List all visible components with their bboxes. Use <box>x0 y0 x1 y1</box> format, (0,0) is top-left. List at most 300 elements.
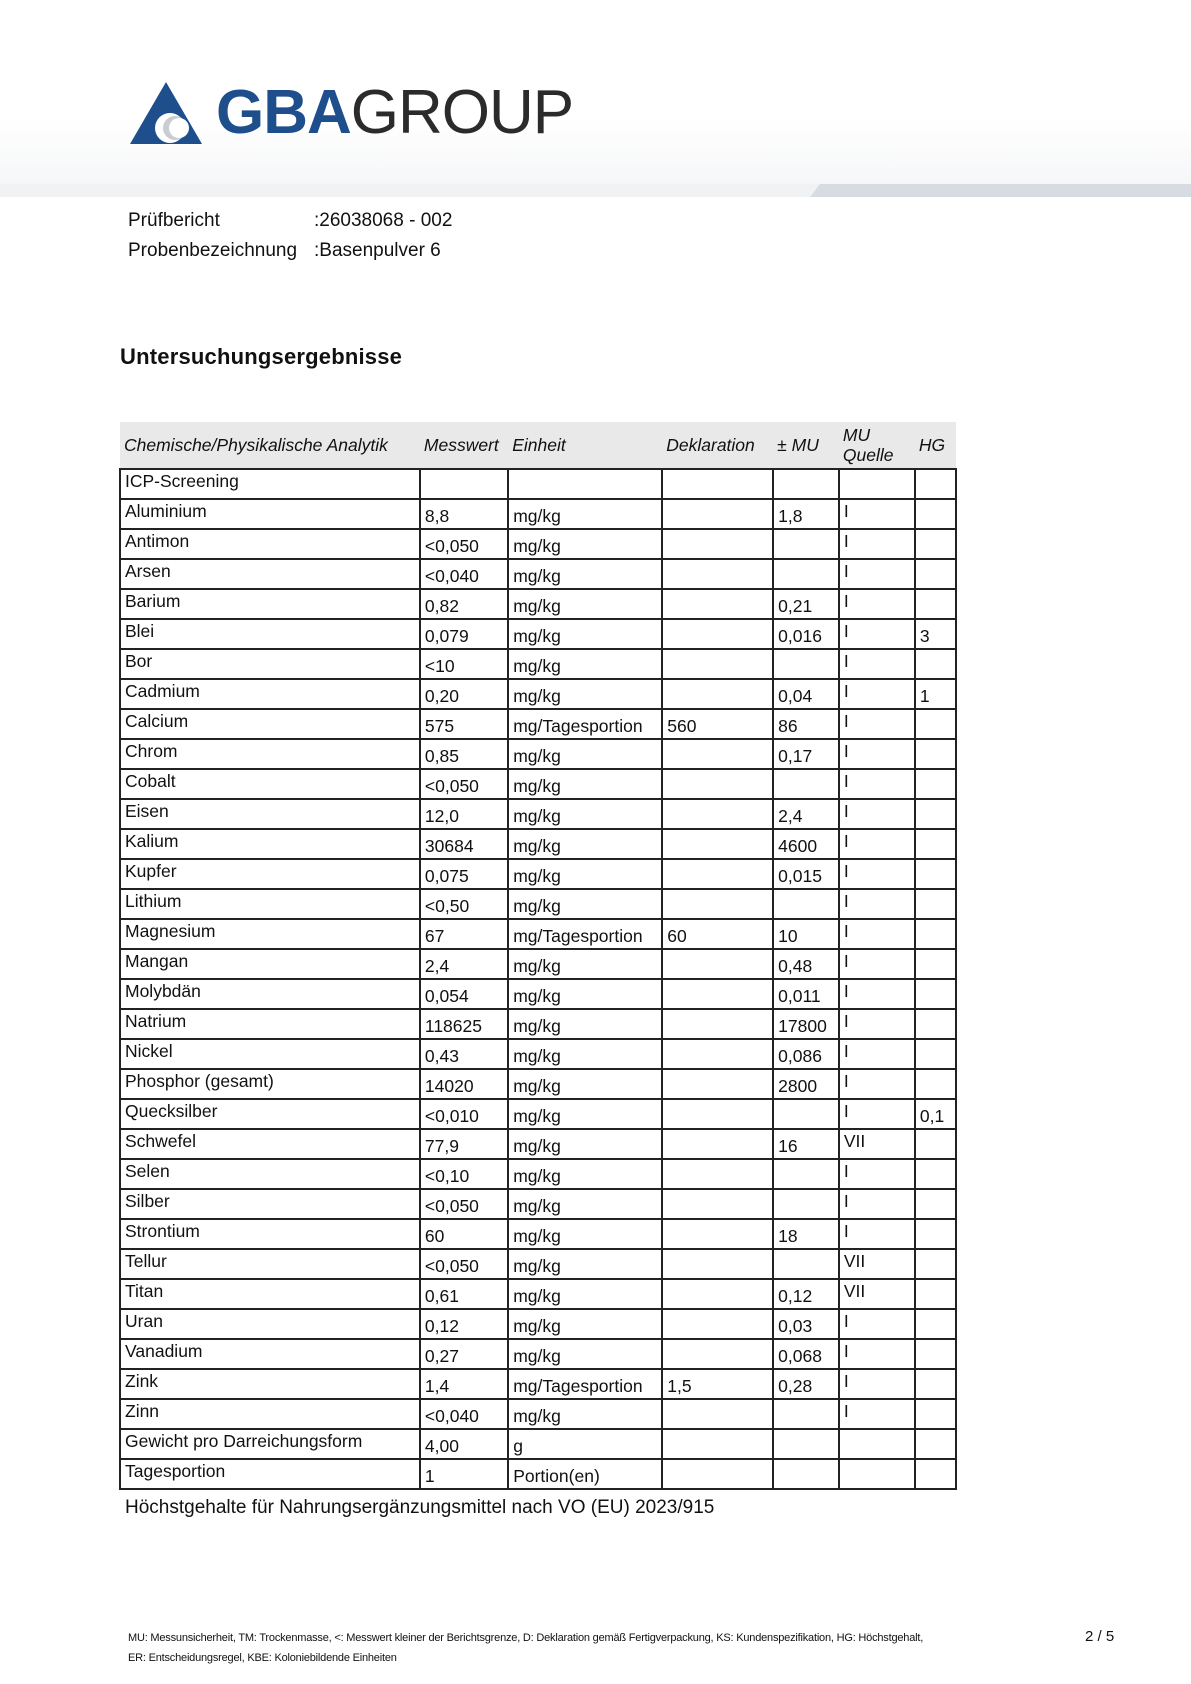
cell-analytik: Bor <box>120 649 420 679</box>
cell-einheit: mg/Tagesportion <box>508 1369 662 1399</box>
cell-messwert: <0,50 <box>420 889 508 919</box>
cell-messwert: 60 <box>420 1219 508 1249</box>
cell-messwert: 1,4 <box>420 1369 508 1399</box>
cell-mu-quelle: I <box>839 679 915 709</box>
cell-hg <box>915 529 956 559</box>
cell-mu-quelle: I <box>839 1219 915 1249</box>
cell-mu <box>773 889 839 919</box>
cell-deklaration <box>662 1309 773 1339</box>
table-row <box>120 499 956 529</box>
cell-mu <box>773 559 839 589</box>
table-row <box>120 1099 956 1129</box>
cell-mu: 0,21 <box>773 589 839 619</box>
cell-mu-quelle: I <box>839 739 915 769</box>
table-row <box>120 1459 956 1489</box>
cell-analytik: Arsen <box>120 559 420 589</box>
cell-mu: 0,48 <box>773 949 839 979</box>
cell-einheit: mg/kg <box>508 589 662 619</box>
cell-messwert: 0,61 <box>420 1279 508 1309</box>
table-row <box>120 679 956 709</box>
cell-einheit: mg/kg <box>508 1219 662 1249</box>
cell-deklaration <box>662 1069 773 1099</box>
cell-mu: 18 <box>773 1219 839 1249</box>
cell-hg <box>915 1069 956 1099</box>
cell-deklaration <box>662 829 773 859</box>
cell-mu: 17800 <box>773 1009 839 1039</box>
header-messwert: Messwert <box>420 422 508 469</box>
cell-mu: 0,015 <box>773 859 839 889</box>
table-row <box>120 859 956 889</box>
cell-hg <box>915 649 956 679</box>
table-row <box>120 619 956 649</box>
table-row <box>120 949 956 979</box>
header-deklaration: Deklaration <box>662 422 773 469</box>
cell-mu-quelle: VII <box>839 1249 915 1279</box>
cell-hg <box>915 859 956 889</box>
cell-mu-quelle: I <box>839 919 915 949</box>
cell-deklaration <box>662 1219 773 1249</box>
cell-hg <box>915 1369 956 1399</box>
cell-mu-quelle: I <box>839 709 915 739</box>
cell-hg <box>915 1249 956 1279</box>
sample-name-value: :Basenpulver 6 <box>314 240 441 261</box>
cell-hg <box>915 769 956 799</box>
cell-analytik: Mangan <box>120 949 420 979</box>
cell-messwert: 0,075 <box>420 859 508 889</box>
table-row <box>120 1249 956 1279</box>
cell-deklaration: 560 <box>662 709 773 739</box>
cell-einheit: mg/Tagesportion <box>508 709 662 739</box>
cell-deklaration <box>662 1009 773 1039</box>
cell-mu-quelle: VII <box>839 1279 915 1309</box>
table-row <box>120 709 956 739</box>
cell-deklaration <box>662 739 773 769</box>
cell-mu: 0,17 <box>773 739 839 769</box>
cell-deklaration <box>662 1399 773 1429</box>
cell-einheit: mg/kg <box>508 499 662 529</box>
cell-analytik: Eisen <box>120 799 420 829</box>
page-number: 2 / 5 <box>1085 1628 1115 1645</box>
table-row <box>120 1039 956 1069</box>
cell-mu-quelle: I <box>839 1339 915 1369</box>
cell-messwert: 0,054 <box>420 979 508 1009</box>
footnote-max-levels: Höchstgehalte für Nahrungsergänzungsmittel nach VO (EU) 2023/915 <box>125 1497 715 1518</box>
table-row <box>120 469 956 499</box>
table-row <box>120 1219 956 1249</box>
cell-mu: 0,068 <box>773 1339 839 1369</box>
cell-analytik: Kupfer <box>120 859 420 889</box>
cell-analytik: Tellur <box>120 1249 420 1279</box>
cell-hg <box>915 1459 956 1489</box>
table-row <box>120 1399 956 1429</box>
cell-messwert: 575 <box>420 709 508 739</box>
cell-mu-quelle: I <box>839 889 915 919</box>
table-row <box>120 559 956 589</box>
table-row <box>120 589 956 619</box>
cell-einheit: Portion(en) <box>508 1459 662 1489</box>
table-row <box>120 769 956 799</box>
cell-messwert: 0,20 <box>420 679 508 709</box>
cell-mu-quelle: I <box>839 769 915 799</box>
cell-analytik: Vanadium <box>120 1339 420 1369</box>
cell-mu-quelle: I <box>839 1369 915 1399</box>
cell-mu-quelle <box>839 469 915 499</box>
cell-mu: 0,016 <box>773 619 839 649</box>
cell-messwert: <0,10 <box>420 1159 508 1189</box>
cell-analytik: Zinn <box>120 1399 420 1429</box>
cell-messwert: <0,040 <box>420 1399 508 1429</box>
header-einheit: Einheit <box>508 422 662 469</box>
cell-einheit: mg/kg <box>508 1339 662 1369</box>
table-row <box>120 799 956 829</box>
cell-mu-quelle: VII <box>839 1129 915 1159</box>
cell-messwert: 118625 <box>420 1009 508 1039</box>
header-analytik: Chemische/Physikalische Analytik <box>120 422 420 469</box>
table-row <box>120 829 956 859</box>
cell-mu-quelle: I <box>839 1159 915 1189</box>
cell-messwert: <0,050 <box>420 529 508 559</box>
cell-analytik: Chrom <box>120 739 420 769</box>
cell-deklaration <box>662 679 773 709</box>
cell-einheit: mg/kg <box>508 799 662 829</box>
cell-mu-quelle: I <box>839 1309 915 1339</box>
table-row <box>120 1159 956 1189</box>
cell-mu <box>773 769 839 799</box>
cell-analytik: Aluminium <box>120 499 420 529</box>
cell-analytik: Cobalt <box>120 769 420 799</box>
cell-hg <box>915 469 956 499</box>
cell-mu: 0,011 <box>773 979 839 1009</box>
cell-mu <box>773 1099 839 1129</box>
report-id-value: :26038068 - 002 <box>314 210 453 231</box>
cell-messwert: <0,050 <box>420 769 508 799</box>
cell-analytik: Uran <box>120 1309 420 1339</box>
cell-messwert <box>420 469 508 499</box>
cell-messwert: 4,00 <box>420 1429 508 1459</box>
cell-analytik: Selen <box>120 1159 420 1189</box>
cell-hg <box>915 739 956 769</box>
cell-hg <box>915 949 956 979</box>
cell-deklaration <box>662 1249 773 1279</box>
cell-messwert: 30684 <box>420 829 508 859</box>
table-row <box>120 889 956 919</box>
cell-analytik: Antimon <box>120 529 420 559</box>
cell-einheit: mg/kg <box>508 769 662 799</box>
cell-analytik: Lithium <box>120 889 420 919</box>
header-hg: HG <box>915 422 956 469</box>
cell-mu: 1,8 <box>773 499 839 529</box>
cell-deklaration <box>662 799 773 829</box>
cell-mu-quelle <box>839 1429 915 1459</box>
cell-hg <box>915 1309 956 1339</box>
report-id-label: Prüfbericht <box>128 210 220 231</box>
cell-einheit: mg/kg <box>508 889 662 919</box>
cell-mu <box>773 1399 839 1429</box>
cell-hg <box>915 1219 956 1249</box>
cell-hg <box>915 1339 956 1369</box>
cell-hg <box>915 1159 956 1189</box>
cell-messwert: <0,010 <box>420 1099 508 1129</box>
cell-analytik: Gewicht pro Darreichungsform <box>120 1429 420 1459</box>
cell-hg <box>915 799 956 829</box>
cell-analytik: Magnesium <box>120 919 420 949</box>
cell-deklaration: 60 <box>662 919 773 949</box>
cell-einheit: mg/kg <box>508 679 662 709</box>
header-stripe <box>0 184 1191 197</box>
cell-einheit: mg/kg <box>508 1189 662 1219</box>
cell-messwert: 2,4 <box>420 949 508 979</box>
legend-line-2: ER: Entscheidungsregel, KBE: Koloniebildende Einheiten <box>128 1652 397 1664</box>
cell-analytik: Nickel <box>120 1039 420 1069</box>
cell-deklaration <box>662 469 773 499</box>
cell-deklaration <box>662 649 773 679</box>
cell-analytik: Cadmium <box>120 679 420 709</box>
cell-einheit: g <box>508 1429 662 1459</box>
cell-mu-quelle: I <box>839 949 915 979</box>
table-row <box>120 1369 956 1399</box>
cell-messwert: 0,43 <box>420 1039 508 1069</box>
cell-deklaration <box>662 1339 773 1369</box>
cell-einheit: mg/kg <box>508 1399 662 1429</box>
cell-messwert: <0,050 <box>420 1189 508 1219</box>
cell-einheit: mg/kg <box>508 529 662 559</box>
report-meta <box>128 206 452 266</box>
cell-messwert: <10 <box>420 649 508 679</box>
cell-mu-quelle: I <box>839 559 915 589</box>
cell-mu: 2,4 <box>773 799 839 829</box>
cell-mu: 0,086 <box>773 1039 839 1069</box>
cell-deklaration <box>662 589 773 619</box>
table-row <box>120 1189 956 1219</box>
cell-mu-quelle: I <box>839 649 915 679</box>
cell-deklaration <box>662 889 773 919</box>
header-mu: ± MU <box>773 422 839 469</box>
results-table <box>119 422 957 1490</box>
results-body <box>120 469 956 1489</box>
logo-word-light: GROUP <box>350 78 574 147</box>
cell-mu-quelle: I <box>839 1189 915 1219</box>
cell-hg <box>915 1429 956 1459</box>
cell-mu <box>773 1249 839 1279</box>
cell-mu-quelle: I <box>839 1399 915 1429</box>
cell-messwert: 0,85 <box>420 739 508 769</box>
cell-einheit: mg/kg <box>508 859 662 889</box>
logo-wordmark <box>216 78 574 147</box>
table-row <box>120 739 956 769</box>
cell-einheit: mg/kg <box>508 1249 662 1279</box>
cell-mu-quelle <box>839 1459 915 1489</box>
cell-analytik: Schwefel <box>120 1129 420 1159</box>
cell-deklaration <box>662 529 773 559</box>
cell-messwert: 0,82 <box>420 589 508 619</box>
cell-mu-quelle: I <box>839 859 915 889</box>
cell-mu: 0,03 <box>773 1309 839 1339</box>
cell-mu <box>773 529 839 559</box>
cell-messwert: 77,9 <box>420 1129 508 1159</box>
cell-mu-quelle: I <box>839 1069 915 1099</box>
cell-einheit: mg/kg <box>508 649 662 679</box>
table-row <box>120 1009 956 1039</box>
sample-name-row <box>128 236 452 266</box>
logo-word-bold: GBA <box>216 78 351 147</box>
cell-einheit: mg/kg <box>508 1009 662 1039</box>
cell-einheit: mg/kg <box>508 1039 662 1069</box>
cell-einheit: mg/kg <box>508 1069 662 1099</box>
cell-deklaration <box>662 559 773 589</box>
table-row <box>120 649 956 679</box>
cell-mu: 0,04 <box>773 679 839 709</box>
table-row <box>120 1279 956 1309</box>
cell-messwert: 0,079 <box>420 619 508 649</box>
cell-hg <box>915 559 956 589</box>
cell-einheit: mg/kg <box>508 1159 662 1189</box>
cell-deklaration <box>662 949 773 979</box>
cell-einheit: mg/kg <box>508 1099 662 1129</box>
cell-analytik: Phosphor (gesamt) <box>120 1069 420 1099</box>
cell-hg <box>915 499 956 529</box>
cell-hg <box>915 889 956 919</box>
cell-einheit: mg/kg <box>508 979 662 1009</box>
abbreviation-legend <box>128 1628 988 1668</box>
cell-analytik: Kalium <box>120 829 420 859</box>
section-title: Untersuchungsergebnisse <box>120 344 403 369</box>
cell-analytik: Quecksilber <box>120 1099 420 1129</box>
cell-hg <box>915 1279 956 1309</box>
cell-hg <box>915 1399 956 1429</box>
cell-deklaration <box>662 859 773 889</box>
cell-mu-quelle: I <box>839 1009 915 1039</box>
cell-mu: 0,12 <box>773 1279 839 1309</box>
cell-mu-quelle: I <box>839 499 915 529</box>
cell-messwert: <0,050 <box>420 1249 508 1279</box>
table-row <box>120 919 956 949</box>
cell-mu: 0,28 <box>773 1369 839 1399</box>
header-mu-quelle: MU Quelle <box>839 422 915 469</box>
cell-mu <box>773 469 839 499</box>
cell-analytik: Titan <box>120 1279 420 1309</box>
cell-hg <box>915 1039 956 1069</box>
cell-mu-quelle: I <box>839 1039 915 1069</box>
cell-messwert: 1 <box>420 1459 508 1489</box>
cell-hg <box>915 709 956 739</box>
table-row <box>120 1129 956 1159</box>
cell-deklaration <box>662 619 773 649</box>
cell-hg: 1 <box>915 679 956 709</box>
cell-mu: 10 <box>773 919 839 949</box>
cell-mu: 2800 <box>773 1069 839 1099</box>
cell-analytik: Zink <box>120 1369 420 1399</box>
cell-messwert: 0,12 <box>420 1309 508 1339</box>
cell-hg: 3 <box>915 619 956 649</box>
cell-mu-quelle: I <box>839 529 915 559</box>
cell-analytik: Barium <box>120 589 420 619</box>
sample-name-label: Probenbezeichnung <box>128 240 298 261</box>
cell-deklaration <box>662 1039 773 1069</box>
cell-mu: 86 <box>773 709 839 739</box>
cell-deklaration <box>662 1459 773 1489</box>
cell-deklaration <box>662 1189 773 1219</box>
cell-einheit: mg/Tagesportion <box>508 919 662 949</box>
cell-einheit: mg/kg <box>508 1129 662 1159</box>
cell-analytik: Tagesportion <box>120 1459 420 1489</box>
cell-mu-quelle: I <box>839 1099 915 1129</box>
cell-mu <box>773 1159 839 1189</box>
cell-deklaration <box>662 1129 773 1159</box>
cell-mu <box>773 1429 839 1459</box>
cell-analytik: Silber <box>120 1189 420 1219</box>
cell-hg <box>915 1009 956 1039</box>
cell-messwert: 0,27 <box>420 1339 508 1369</box>
cell-hg: 0,1 <box>915 1099 956 1129</box>
cell-einheit: mg/kg <box>508 1309 662 1339</box>
table-row <box>120 529 956 559</box>
cell-deklaration <box>662 1099 773 1129</box>
cell-deklaration <box>662 1279 773 1309</box>
cell-hg <box>915 979 956 1009</box>
cell-mu-quelle: I <box>839 619 915 649</box>
cell-einheit: mg/kg <box>508 1279 662 1309</box>
cell-hg <box>915 1189 956 1219</box>
cell-deklaration <box>662 1159 773 1189</box>
cell-analytik: Strontium <box>120 1219 420 1249</box>
cell-deklaration <box>662 979 773 1009</box>
cell-einheit <box>508 469 662 499</box>
cell-messwert: <0,040 <box>420 559 508 589</box>
table-header-row <box>120 422 956 469</box>
cell-hg <box>915 829 956 859</box>
cell-mu <box>773 1459 839 1489</box>
table-row <box>120 1429 956 1459</box>
cell-analytik: Natrium <box>120 1009 420 1039</box>
cell-mu: 4600 <box>773 829 839 859</box>
cell-mu-quelle: I <box>839 799 915 829</box>
cell-analytik: Molybdän <box>120 979 420 1009</box>
cell-analytik: Calcium <box>120 709 420 739</box>
cell-messwert: 12,0 <box>420 799 508 829</box>
report-id-row <box>128 206 452 236</box>
cell-einheit: mg/kg <box>508 559 662 589</box>
cell-analytik: ICP-Screening <box>120 469 420 499</box>
gba-group-logo <box>130 74 574 147</box>
cell-deklaration <box>662 769 773 799</box>
cell-mu: 16 <box>773 1129 839 1159</box>
gba-triangle-icon <box>130 82 202 144</box>
cell-analytik: Blei <box>120 619 420 649</box>
cell-einheit: mg/kg <box>508 949 662 979</box>
cell-mu <box>773 1189 839 1219</box>
table-row <box>120 1069 956 1099</box>
cell-messwert: 67 <box>420 919 508 949</box>
cell-hg <box>915 919 956 949</box>
table-row <box>120 1339 956 1369</box>
cell-hg <box>915 589 956 619</box>
cell-einheit: mg/kg <box>508 829 662 859</box>
cell-deklaration <box>662 1429 773 1459</box>
table-row <box>120 979 956 1009</box>
table-row <box>120 1309 956 1339</box>
cell-einheit: mg/kg <box>508 619 662 649</box>
cell-messwert: 8,8 <box>420 499 508 529</box>
cell-mu-quelle: I <box>839 979 915 1009</box>
cell-mu-quelle: I <box>839 589 915 619</box>
cell-einheit: mg/kg <box>508 739 662 769</box>
cell-deklaration <box>662 499 773 529</box>
cell-deklaration: 1,5 <box>662 1369 773 1399</box>
legend-line-1: MU: Messunsicherheit, TM: Trockenmasse, <: Messwert kleiner der Berichtsgrenze, D: Deklaration gemäß Fertigverpackung, KS: Kundenspezifikation, HG: Höchstgehalt, <box>128 1632 924 1644</box>
cell-hg <box>915 1129 956 1159</box>
cell-mu <box>773 649 839 679</box>
cell-mu-quelle: I <box>839 829 915 859</box>
